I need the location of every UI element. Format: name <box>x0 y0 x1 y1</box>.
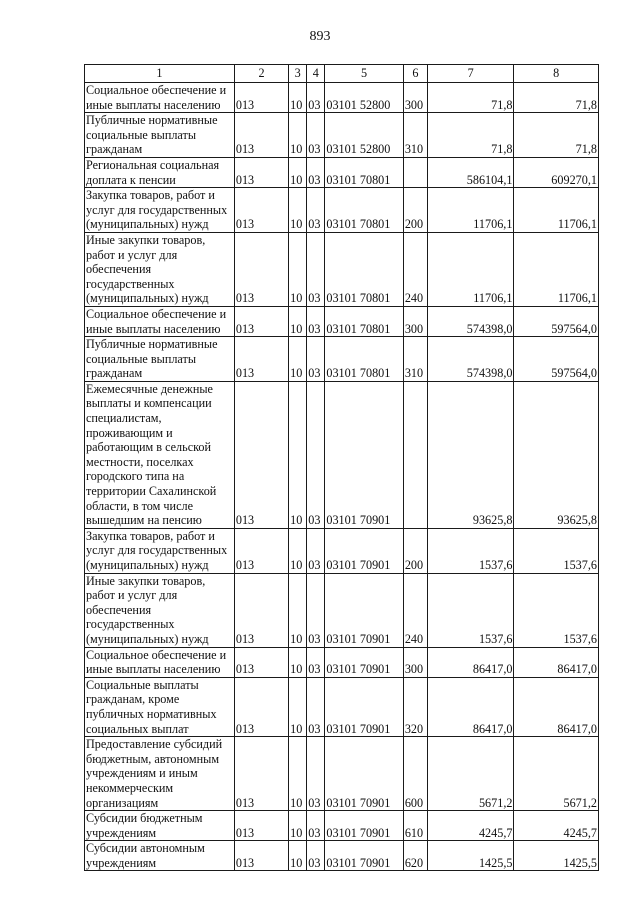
table-row <box>85 232 599 306</box>
amount-year-2: 597564,0 <box>514 337 599 382</box>
expense-item-name: Социальные выплаты гражданам, кроме публичных нормативных социальных выплат <box>85 677 235 736</box>
amount-year-1: 574398,0 <box>427 306 514 336</box>
subsection-code: 03 <box>307 157 325 187</box>
amount-year-2: 1425,5 <box>514 841 599 871</box>
expense-type-code <box>403 157 427 187</box>
ministry-code: 013 <box>234 232 288 306</box>
ministry-code: 013 <box>234 811 288 841</box>
amount-year-2: 597564,0 <box>514 306 599 336</box>
ministry-code: 013 <box>234 737 288 811</box>
expense-item-name: Предоставление субсидий бюджетным, автономным учреждениям и иным некоммерческим организациям <box>85 737 235 811</box>
expense-item-name: Закупка товаров, работ и услуг для государственных (муниципальных) нужд <box>85 188 235 233</box>
table-row <box>85 841 599 871</box>
section-code: 10 <box>289 381 307 528</box>
amount-year-1: 1537,6 <box>427 528 514 573</box>
section-code: 10 <box>289 157 307 187</box>
subsection-code: 03 <box>307 306 325 336</box>
target-article-code: 03101 70901 <box>325 573 403 647</box>
column-header: 6 <box>403 65 427 83</box>
table-row <box>85 811 599 841</box>
target-article-code: 03101 70901 <box>325 528 403 573</box>
section-code: 10 <box>289 811 307 841</box>
subsection-code: 03 <box>307 811 325 841</box>
expense-type-code: 300 <box>403 647 427 677</box>
amount-year-2: 86417,0 <box>514 677 599 736</box>
target-article-code: 03101 70801 <box>325 157 403 187</box>
amount-year-1: 586104,1 <box>427 157 514 187</box>
table-row <box>85 83 599 113</box>
section-code: 10 <box>289 83 307 113</box>
target-article-code: 03101 70901 <box>325 811 403 841</box>
ministry-code: 013 <box>234 381 288 528</box>
ministry-code: 013 <box>234 337 288 382</box>
subsection-code: 03 <box>307 677 325 736</box>
expense-type-code: 320 <box>403 677 427 736</box>
expense-type-code: 300 <box>403 83 427 113</box>
section-code: 10 <box>289 113 307 158</box>
amount-year-1: 11706,1 <box>427 232 514 306</box>
subsection-code: 03 <box>307 528 325 573</box>
expense-item-name: Региональная социальная доплата к пенсии <box>85 157 235 187</box>
budget-table <box>84 64 599 871</box>
section-code: 10 <box>289 232 307 306</box>
target-article-code: 03101 70801 <box>325 188 403 233</box>
table-row <box>85 737 599 811</box>
amount-year-1: 574398,0 <box>427 337 514 382</box>
subsection-code: 03 <box>307 573 325 647</box>
table-row <box>85 188 599 233</box>
amount-year-1: 71,8 <box>427 83 514 113</box>
subsection-code: 03 <box>307 188 325 233</box>
amount-year-1: 1537,6 <box>427 573 514 647</box>
ministry-code: 013 <box>234 113 288 158</box>
expense-item-name: Иные закупки товаров, работ и услуг для обеспечения государственных (муниципальных) нужд <box>85 573 235 647</box>
amount-year-2: 5671,2 <box>514 737 599 811</box>
expense-type-code: 240 <box>403 573 427 647</box>
table-row <box>85 381 599 528</box>
table-row <box>85 677 599 736</box>
expense-type-code: 240 <box>403 232 427 306</box>
expense-type-code: 310 <box>403 113 427 158</box>
section-code: 10 <box>289 337 307 382</box>
target-article-code: 03101 70901 <box>325 381 403 528</box>
table-row <box>85 647 599 677</box>
expense-item-name: Субсидии бюджетным учреждениям <box>85 811 235 841</box>
expense-type-code: 600 <box>403 737 427 811</box>
section-code: 10 <box>289 306 307 336</box>
expense-item-name: Закупка товаров, работ и услуг для государственных (муниципальных) нужд <box>85 528 235 573</box>
amount-year-2: 11706,1 <box>514 232 599 306</box>
page-number: 893 <box>309 29 331 44</box>
target-article-code: 03101 70801 <box>325 337 403 382</box>
amount-year-2: 93625,8 <box>514 381 599 528</box>
expense-type-code: 310 <box>403 337 427 382</box>
expense-type-code: 200 <box>403 188 427 233</box>
amount-year-1: 86417,0 <box>427 647 514 677</box>
ministry-code: 013 <box>234 306 288 336</box>
table-row <box>85 528 599 573</box>
amount-year-1: 4245,7 <box>427 811 514 841</box>
expense-item-name: Ежемесячные денежные выплаты и компенсации специалистам, проживающим и работающим в сельской местности, поселках городского типа на территории Сахалинской области, в том числе вышедшим на пенсию <box>85 381 235 528</box>
ministry-code: 013 <box>234 677 288 736</box>
expense-item-name: Социальное обеспечение и иные выплаты населению <box>85 306 235 336</box>
expense-type-code <box>403 381 427 528</box>
ministry-code: 013 <box>234 841 288 871</box>
section-code: 10 <box>289 737 307 811</box>
subsection-code: 03 <box>307 647 325 677</box>
section-code: 10 <box>289 647 307 677</box>
subsection-code: 03 <box>307 381 325 528</box>
expense-type-code: 620 <box>403 841 427 871</box>
section-code: 10 <box>289 528 307 573</box>
ministry-code: 013 <box>234 157 288 187</box>
subsection-code: 03 <box>307 232 325 306</box>
amount-year-2: 609270,1 <box>514 157 599 187</box>
column-header: 1 <box>85 65 235 83</box>
ministry-code: 013 <box>234 83 288 113</box>
column-header: 4 <box>307 65 325 83</box>
table-row <box>85 157 599 187</box>
expense-item-name: Иные закупки товаров, работ и услуг для обеспечения государственных (муниципальных) нужд <box>85 232 235 306</box>
expense-item-name: Публичные нормативные социальные выплаты гражданам <box>85 113 235 158</box>
expense-type-code: 610 <box>403 811 427 841</box>
target-article-code: 03101 70901 <box>325 677 403 736</box>
column-header: 7 <box>427 65 514 83</box>
target-article-code: 03101 52800 <box>325 113 403 158</box>
section-code: 10 <box>289 677 307 736</box>
table-row <box>85 573 599 647</box>
amount-year-1: 11706,1 <box>427 188 514 233</box>
expense-item-name: Социальное обеспечение и иные выплаты населению <box>85 83 235 113</box>
table-row <box>85 337 599 382</box>
section-code: 10 <box>289 188 307 233</box>
section-code: 10 <box>289 573 307 647</box>
subsection-code: 03 <box>307 113 325 158</box>
ministry-code: 013 <box>234 528 288 573</box>
header-row <box>85 65 599 83</box>
amount-year-1: 71,8 <box>427 113 514 158</box>
expense-item-name: Публичные нормативные социальные выплаты гражданам <box>85 337 235 382</box>
subsection-code: 03 <box>307 83 325 113</box>
target-article-code: 03101 52800 <box>325 83 403 113</box>
amount-year-1: 1425,5 <box>427 841 514 871</box>
subsection-code: 03 <box>307 337 325 382</box>
amount-year-2: 4245,7 <box>514 811 599 841</box>
amount-year-2: 1537,6 <box>514 528 599 573</box>
target-article-code: 03101 70801 <box>325 232 403 306</box>
ministry-code: 013 <box>234 647 288 677</box>
amount-year-2: 1537,6 <box>514 573 599 647</box>
target-article-code: 03101 70901 <box>325 841 403 871</box>
ministry-code: 013 <box>234 188 288 233</box>
column-header: 3 <box>289 65 307 83</box>
amount-year-2: 71,8 <box>514 83 599 113</box>
amount-year-1: 5671,2 <box>427 737 514 811</box>
ministry-code: 013 <box>234 573 288 647</box>
amount-year-2: 86417,0 <box>514 647 599 677</box>
amount-year-1: 86417,0 <box>427 677 514 736</box>
column-header: 5 <box>325 65 403 83</box>
amount-year-2: 71,8 <box>514 113 599 158</box>
target-article-code: 03101 70801 <box>325 306 403 336</box>
column-header: 8 <box>514 65 599 83</box>
expense-item-name: Субсидии автономным учреждениям <box>85 841 235 871</box>
expense-type-code: 300 <box>403 306 427 336</box>
expense-item-name: Социальное обеспечение и иные выплаты населению <box>85 647 235 677</box>
subsection-code: 03 <box>307 841 325 871</box>
section-code: 10 <box>289 841 307 871</box>
table-row <box>85 113 599 158</box>
subsection-code: 03 <box>307 737 325 811</box>
target-article-code: 03101 70901 <box>325 647 403 677</box>
target-article-code: 03101 70901 <box>325 737 403 811</box>
amount-year-1: 93625,8 <box>427 381 514 528</box>
column-header: 2 <box>234 65 288 83</box>
table-row <box>85 306 599 336</box>
table-body <box>85 83 599 871</box>
amount-year-2: 11706,1 <box>514 188 599 233</box>
expense-type-code: 200 <box>403 528 427 573</box>
